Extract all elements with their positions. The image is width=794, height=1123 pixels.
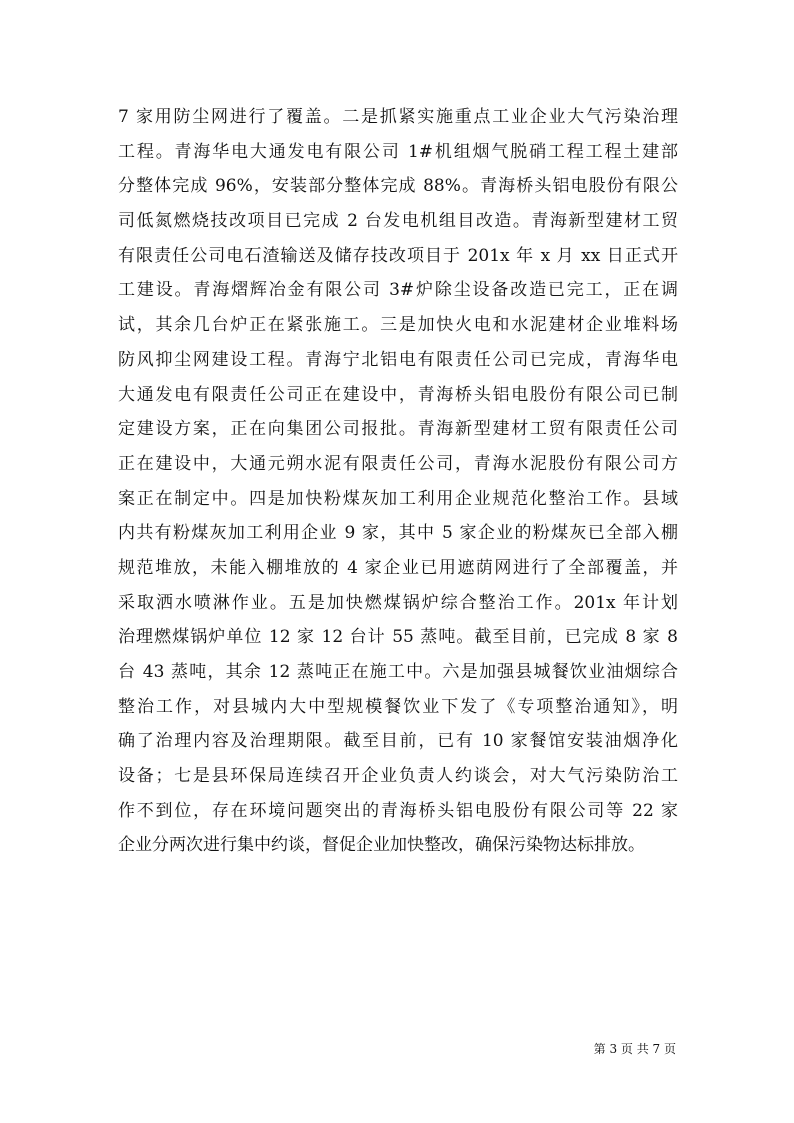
text-line: 企业分两次进行集中约谈，督促企业加快整改，确保污染物达标排放。 [118,835,645,856]
text-line: 作不到位，存在环境问题突出的青海桥头铝电股份有限公司等 22 家 [118,800,678,821]
text-line: 设备；七是县环保局连续召开企业负责人约谈会，对大气污染防治工 [118,766,678,787]
text-line: 采取洒水喷淋作业。五是加快燃煤锅炉综合整治工作。201x 年计划 [118,592,678,613]
text-line: 正在建设中，大通元朔水泥有限责任公司，青海水泥股份有限公司方 [118,453,678,474]
page-number: 第 3 页 共 7 页 [593,1042,676,1056]
text-line: 有限责任公司电石渣输送及储存技改项目于 201x 年 x 月 xx 日正式开 [118,245,678,266]
text-line: 整治工作，对县城内大中型规模餐饮业下发了《专项整治通知》，明 [118,696,678,717]
text-line: 台 43 蒸吨，其余 12 蒸吨正在施工中。六是加强县城餐饮业油烟综合 [118,662,678,682]
text-line: 大通发电有限责任公司正在建设中，青海桥头铝电股份有限公司已制 [118,384,678,405]
body-paragraph [118,100,678,863]
text-line: 治理燃煤锅炉单位 12 家 12 台计 55 蒸吨。截至目前，已完成 8 家 8 [118,627,678,648]
text-line: 规范堆放，未能入棚堆放的 4 家企业已用遮荫网进行了全部覆盖，并 [118,557,678,578]
text-line: 定建设方案，正在向集团公司报批。青海新型建材工贸有限责任公司 [118,419,678,440]
text-line: 工程。青海华电大通发电有限公司 1#机组烟气脱硝工程工程土建部 [118,141,678,162]
text-line: 司低氮燃烧技改项目已完成 2 台发电机组目改造。青海新型建材工贸 [118,211,678,232]
text-line: 案正在制定中。四是加快粉煤灰加工利用企业规范化整治工作。县域 [118,488,678,509]
text-line: 分整体完成 96%，安装部分整体完成 88%。青海桥头铝电股份有限公 [118,176,678,197]
text-line: 防风抑尘网建设工程。青海宁北铝电有限责任公司已完成，青海华电 [118,349,678,370]
text-line: 7 家用防尘网进行了覆盖。二是抓紧实施重点工业企业大气污染治理 [118,107,678,127]
text-line: 确了治理内容及治理期限。截至目前，已有 10 家餐馆安装油烟净化 [118,731,678,752]
text-line: 内共有粉煤灰加工利用企业 9 家，其中 5 家企业的粉煤灰已全部入棚 [118,523,678,544]
text-line: 试，其余几台炉正在紧张施工。三是加快火电和水泥建材企业堆料场 [118,315,678,336]
text-line: 工建设。青海熠辉冶金有限公司 3#炉除尘设备改造已完工，正在调 [118,280,678,301]
